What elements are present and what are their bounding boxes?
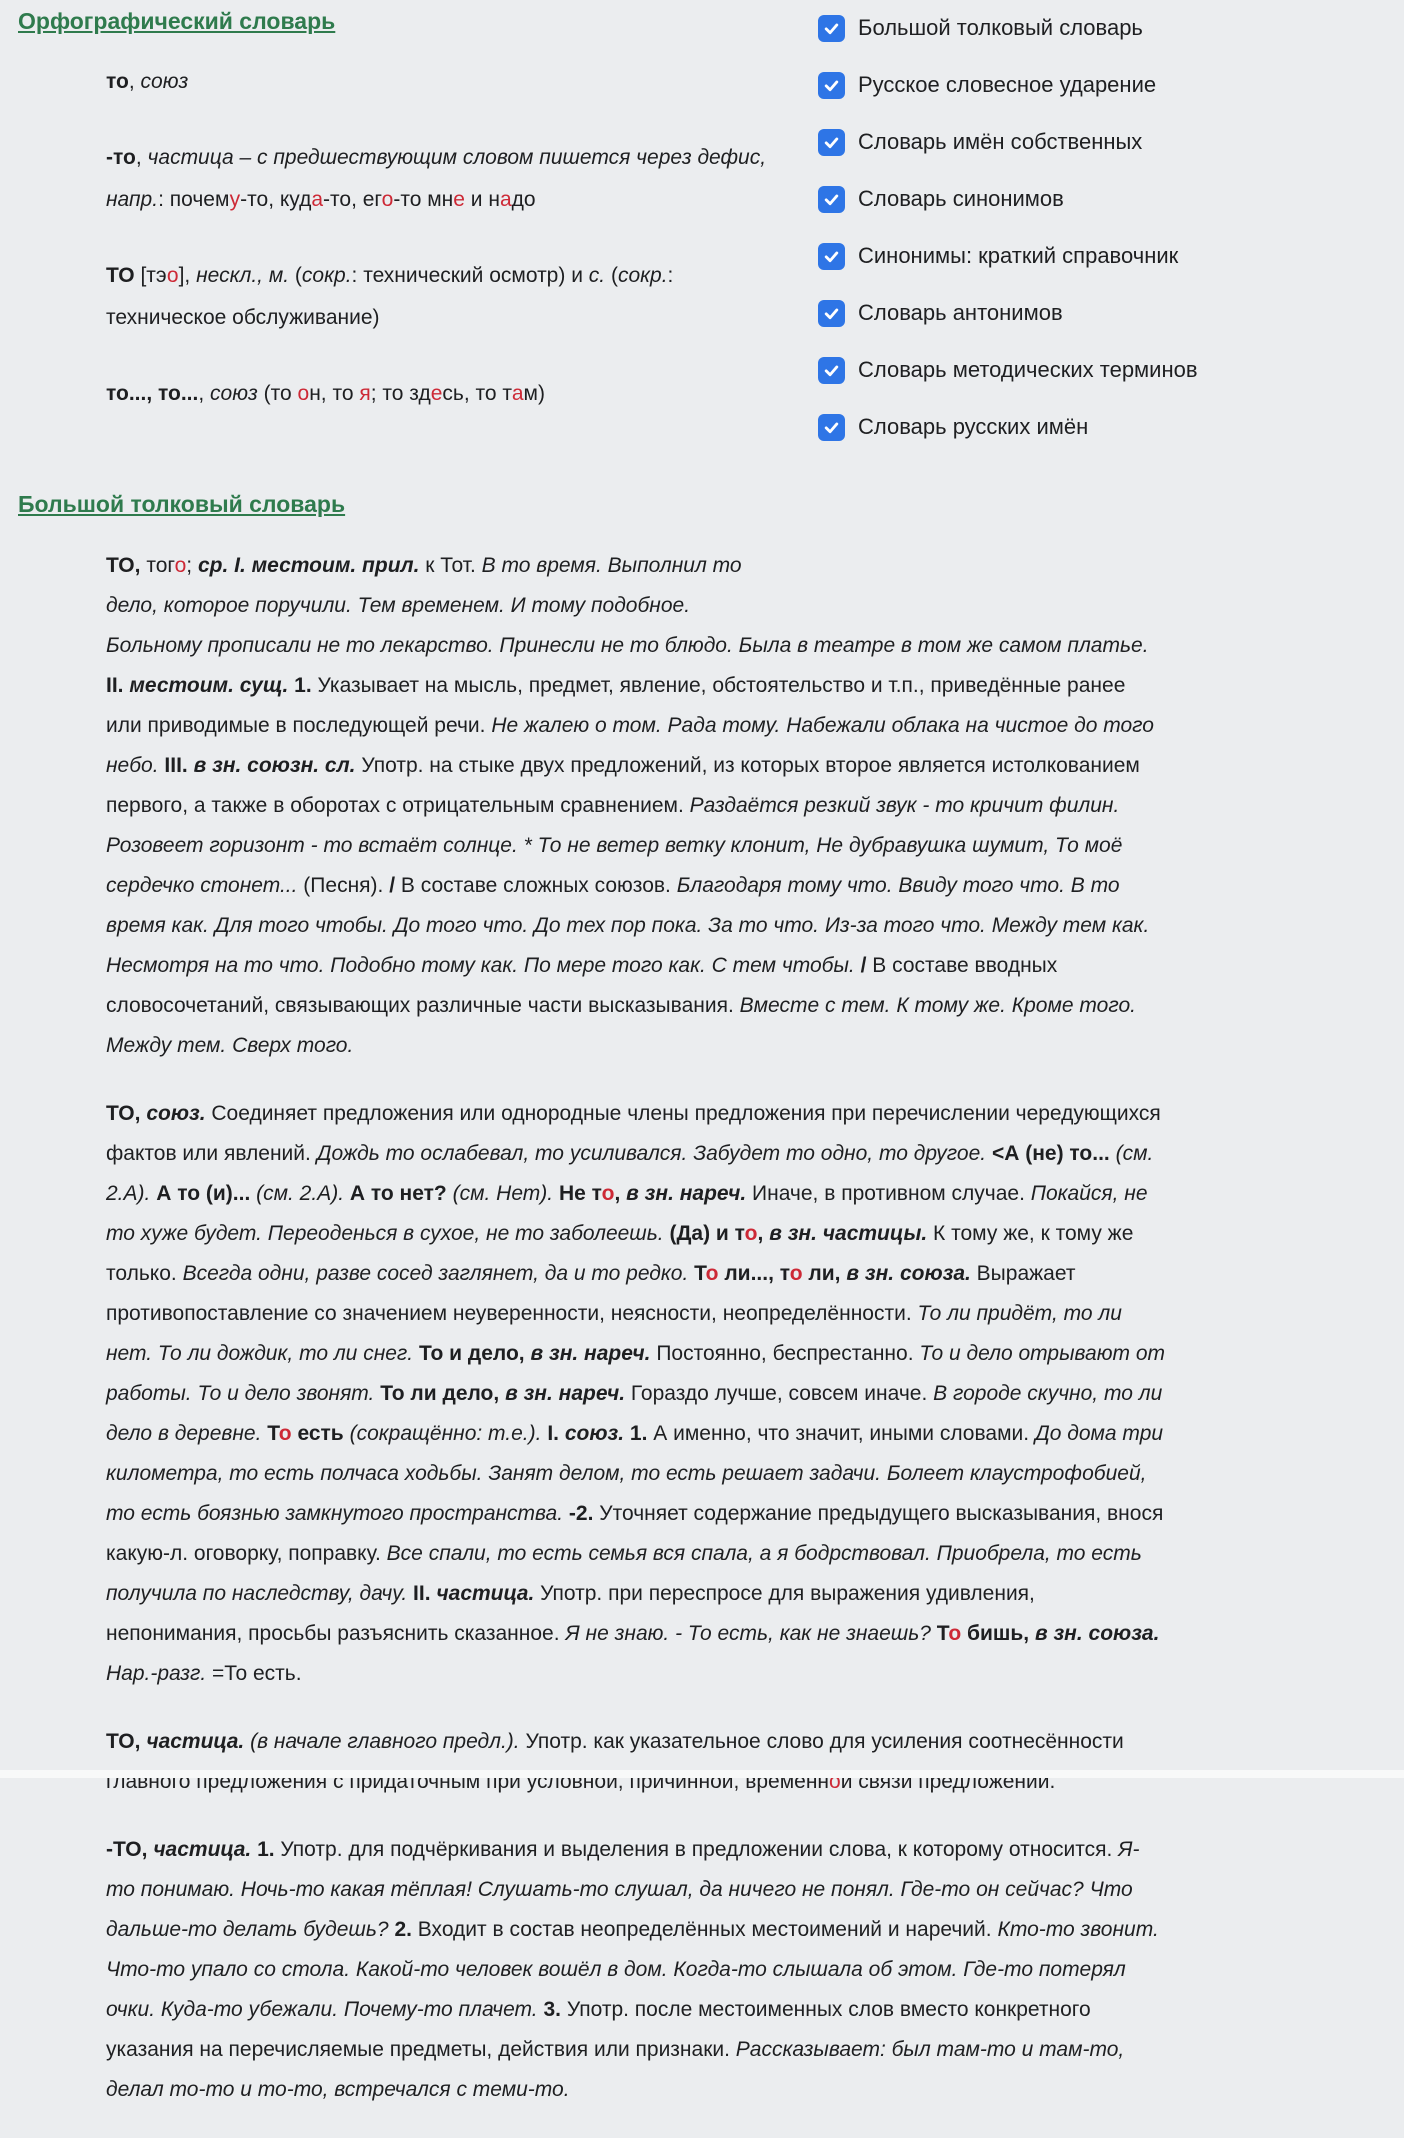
dictionary-entry: ТО, того; ср. I. местоим. прил. к Тот. В то время. Выполнил то дело, которое поручили. Тем временем. И тому подобное. Больному прописали не то лекарство. Принесли не то блюдо. Была в театре в том же самом платье. II. местоим. сущ. 1. Указывает на мысль, предмет, явление, обстоятельство и т.п., приведённые ранее или приводимые в последующей речи. Не жалею о том. Рада тому. Набежали облака на чистое до того небо. III. в зн. союзн. сл. Употр. на стыке двух предложений, из которых второе является истолкованием первого, а также в оборотах с отрицательным сравнением. Раздаётся резкий звук - то кричит филин. Розовеет горизонт - то встаёт солнце. * То не ветер ветку клонит, Не дубравушка шумит, То моё сердечко стонет... (Песня). / В составе сложных союзов. Благодаря тому что. Ввиду того что. В то время как. Для того чтобы. До того что. До тех пор пока. За то что. Из-за того что. Между тем как. Несмотря на то что. Подобно тому как. По мере того как. С тем чтобы. / В составе вводных словосочетаний, связывающих различные части высказывания. Вместе с тем. К тому же. Кроме того. Между тем. Сверх того. [106,546,1166,1066]
dictionary-toggle[interactable] [818,128,1404,156]
dictionary-label[interactable]: Словарь имён собственных [858,128,1142,156]
dictionary-toggle[interactable] [818,242,1404,270]
dictionary-label[interactable]: Словарь русских имён [858,413,1088,441]
dictionary-label[interactable]: Русское словесное ударение [858,71,1156,99]
dictionary-entry: ТО [тэо], нескл., м. (сокр.: технический осмотр) и с. (сокр.: техническое обслуживание) [106,255,1166,339]
dictionary-label[interactable]: Синонимы: краткий справочник [858,242,1178,270]
checkbox-checked-icon[interactable] [818,129,845,156]
dictionary-toggle[interactable] [818,413,1404,441]
dictionaries-list [818,14,1404,441]
dictionary-entry: ТО, частица. (в начале главного предл.). Употр. как указательное слово для усиления соотнесённости главного предложения с придаточным при условной, причинной, временной связи предложений. [106,1722,1166,1802]
dictionary-label[interactable]: Большой толковый словарь [858,14,1143,42]
dictionary-toggle[interactable] [818,299,1404,327]
checkbox-checked-icon[interactable] [818,72,845,99]
dictionary-entry: то..., то..., союз (то он, то я; то здесь, то там) [106,373,1166,415]
dictionary-entry: то, союз [106,61,1166,103]
dictionary-entry: -то, частица – с предшествующим словом пишется через дефис, напр.: почему-то, куда-то, его-то мне и надо [106,137,1166,221]
section-heading-orthographic[interactable]: Орфографический словарь [18,8,335,35]
dictionary-toggle[interactable] [818,14,1404,42]
dictionary-entry: ТО, союз. Соединяет предложения или однородные члены предложения при перечислении чередующихся фактов или явлений. Дождь то ослабевал, то усиливался. Забудет то одно, то другое. <А (не) то... (см. 2.А). А то (и)... (см. 2.А). А то нет? (см. Нет). Не то, в зн. нареч. Иначе, в противном случае. Покайся, не то хуже будет. Переоденься в сухое, не то заболеешь. (Да) и то, в зн. частицы. К тому же, к тому же только. Всегда одни, разве сосед заглянет, да и то редко. То ли..., то ли, в зн. союза. Выражает противопоставление со значением неуверенности, неясности, неопределённости. То ли придёт, то ли нет. То ли дождик, то ли снег. То и дело, в зн. нареч. Постоянно, беспрестанно. То и дело отрывают от работы. То и дело звонят. То ли дело, в зн. нареч. Гораздо лучше, совсем иначе. В городе скучно, то ли дело в деревне. То есть (сокращённо: т.е.). I. союз. 1. А именно, что значит, иными словами. До дома три километра, то есть полчаса ходьбы. Занят делом, то есть решает задачи. Болеет клаустрофобией, то есть боязнью замкнутого пространства. -2. Уточняет содержание предыдущего высказывания, внося какую-л. оговорку, поправку. Все спали, то есть семья вся спала, а я бодрствовал. Приобрела, то есть получила по наследству, дачу. II. частица. Употр. при переспросе для выражения удивления, непонимания, просьбы разъяснить сказанное. Я не знаю. - То есть, как не знаешь? То бишь, в зн. союза. Нар.-разг. =То есть. [106,1094,1166,1694]
checkbox-checked-icon[interactable] [818,15,845,42]
page-bottom-strip [0,1770,1404,1778]
dictionary-label[interactable]: Словарь методических терминов [858,356,1198,384]
dictionaries-panel [790,8,1404,470]
dictionary-label[interactable]: Словарь антонимов [858,299,1063,327]
dictionary-toggle[interactable] [818,71,1404,99]
checkbox-checked-icon[interactable] [818,414,845,441]
dictionary-entry: -ТО, частица. 1. Употр. для подчёркивания и выделения в предложении слова, к которому относится. Я-то понимаю. Ночь-то какая тёплая! Слушать-то слушал, да ничего не понял. Где-то он сейчас? Что дальше-то делать будешь? 2. Входит в состав неопределённых местоимений и наречий. Кто-то звонит. Что-то упало со стола. Какой-то человек вошёл в дом. Когда-то слышала об этом. Где-то потерял очки. Куда-то убежали. Почему-то плачет. 3. Употр. после местоименных слов вместо конкретного указания на перечисляемые предметы, действия или признаки. Рассказывает: был там-то и там-то, делал то-то и то-то, встречался с теми-то. [106,1830,1166,2110]
dictionary-label[interactable]: Словарь синонимов [858,185,1064,213]
checkbox-checked-icon[interactable] [818,300,845,327]
section-heading-explanatory[interactable]: Большой толковый словарь [18,491,345,518]
checkbox-checked-icon[interactable] [818,357,845,384]
dictionary-toggle[interactable] [818,356,1404,384]
explanatory-entries [18,546,1404,2110]
dictionary-toggle[interactable] [818,185,1404,213]
checkbox-checked-icon[interactable] [818,243,845,270]
checkbox-checked-icon[interactable] [818,186,845,213]
